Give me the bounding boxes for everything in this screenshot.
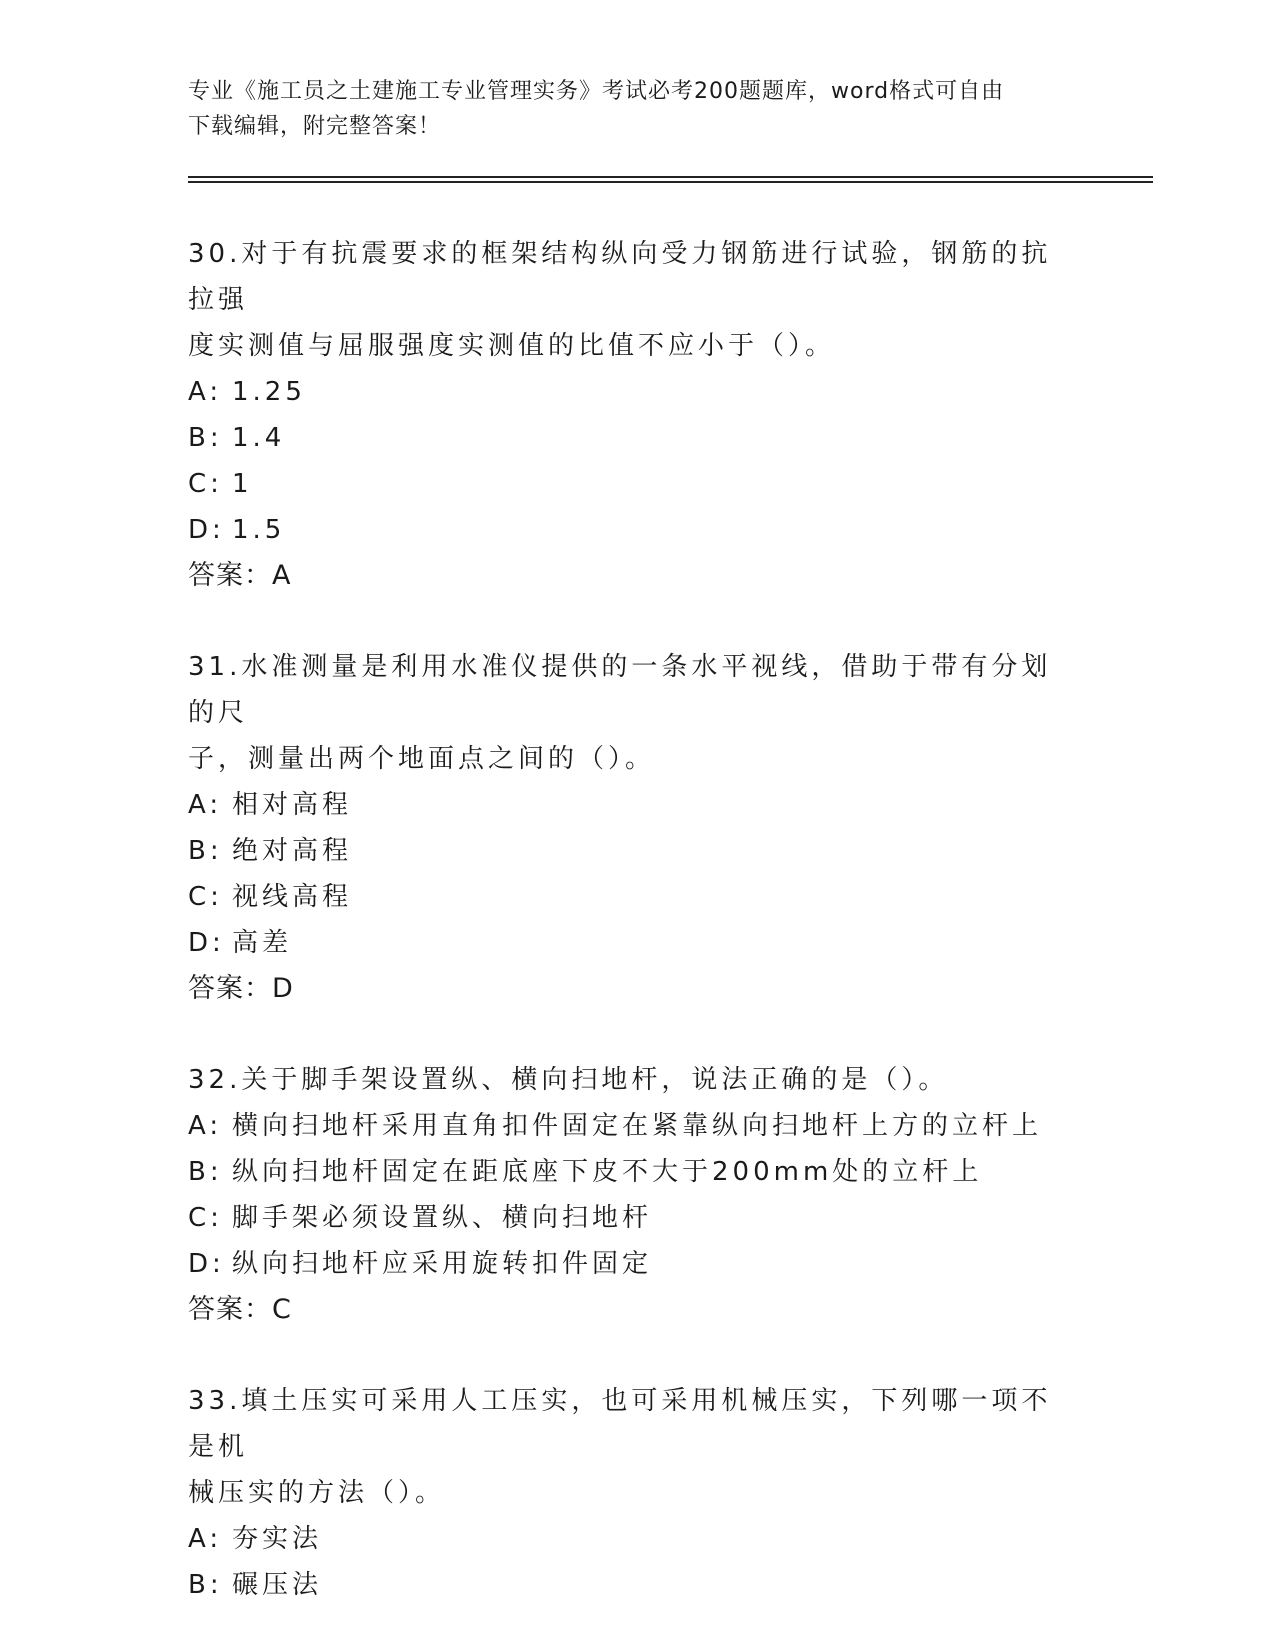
answer-line: 答案：C (188, 1294, 292, 1325)
stem-line: 32.关于脚手架设置纵、横向扫地杆，说法正确的是（）。 (188, 1065, 949, 1095)
option-text: 脚手架必须设置纵、横向扫地杆 (232, 1203, 653, 1233)
question-list (188, 231, 1088, 1608)
option-b (188, 828, 1088, 874)
option-text: 绝对高程 (232, 836, 353, 866)
option-d (188, 507, 1088, 553)
option-key: D: (188, 928, 225, 958)
header-line-1: 专业《施工员之土建施工专业管理实务》考试必考200题题库，word格式可自由 (188, 79, 1005, 104)
option-text: 1.25 (232, 377, 306, 407)
option-key: B: (188, 1157, 223, 1187)
option-key: B: (188, 836, 223, 866)
option-key: D: (188, 515, 225, 545)
option-text: 横向扫地杆采用直角扣件固定在紧靠纵向扫地杆上方的立杆上 (232, 1111, 1043, 1141)
header-rule-bottom (188, 181, 1153, 183)
option-text: 1 (232, 469, 253, 499)
option-key: C: (188, 469, 223, 499)
option-key: A: (188, 377, 223, 407)
option-a (188, 782, 1088, 828)
option-a (188, 1516, 1088, 1562)
option-text: 纵向扫地杆应采用旋转扣件固定 (232, 1249, 653, 1279)
option-b (188, 1149, 1088, 1195)
option-text: 纵向扫地杆固定在距底座下皮不大于200mm处的立杆上 (232, 1157, 983, 1187)
option-key: A: (188, 790, 223, 820)
option-c (188, 1195, 1088, 1241)
answer-line: 答案：D (188, 973, 294, 1004)
stem-line: 子，测量出两个地面点之间的（）。 (188, 744, 656, 774)
stem-line: 械压实的方法（）。 (188, 1478, 446, 1508)
question-32 (188, 1057, 1088, 1333)
option-text: 视线高程 (232, 882, 353, 912)
stem-line: 33.填土压实可采用人工压实，也可采用机械压实，下列哪一项不是机 (188, 1386, 1052, 1462)
question-33 (188, 1378, 1088, 1608)
option-text: 1.4 (232, 423, 286, 453)
answer-line: 答案：A (188, 560, 292, 591)
question-31 (188, 644, 1088, 1012)
option-key: A: (188, 1524, 223, 1554)
option-a (188, 1103, 1088, 1149)
stem-line: 31.水准测量是利用水准仪提供的一条水平视线，借助于带有分划的尺 (188, 652, 1052, 728)
option-a (188, 369, 1088, 415)
question-stem (188, 644, 1078, 782)
option-text: 夯实法 (232, 1524, 323, 1554)
stem-line: 度实测值与屈服强度实测值的比值不应小于（）。 (188, 331, 836, 361)
option-key: C: (188, 1203, 223, 1233)
option-d (188, 920, 1088, 966)
question-stem (188, 1378, 1078, 1516)
option-text: 高差 (232, 928, 293, 958)
option-c (188, 874, 1088, 920)
question-stem (188, 231, 1078, 369)
option-key: A: (188, 1111, 223, 1141)
document-header (188, 74, 1068, 144)
option-text: 1.5 (232, 515, 286, 545)
option-key: C: (188, 882, 223, 912)
question-30 (188, 231, 1088, 599)
question-stem (188, 1057, 1078, 1103)
stem-line: 30.对于有抗震要求的框架结构纵向受力钢筋进行试验，钢筋的抗拉强 (188, 239, 1052, 315)
header-line-2: 下载编辑，附完整答案！ (188, 114, 442, 139)
option-d (188, 1241, 1088, 1287)
option-key: B: (188, 1570, 223, 1600)
option-text: 碾压法 (232, 1570, 323, 1600)
header-rule-top (188, 176, 1153, 178)
option-c (188, 461, 1088, 507)
option-key: B: (188, 423, 223, 453)
option-b (188, 415, 1088, 461)
option-key: D: (188, 1249, 225, 1279)
option-b (188, 1562, 1088, 1608)
option-text: 相对高程 (232, 790, 353, 820)
